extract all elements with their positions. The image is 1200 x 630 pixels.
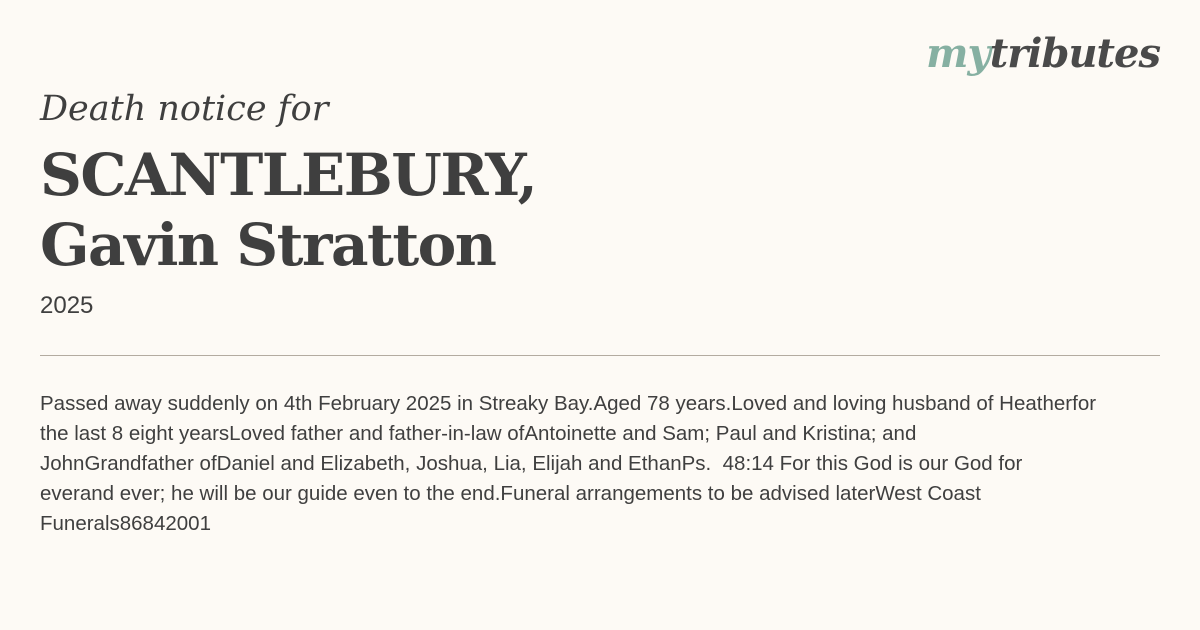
logo-part-tributes: tributes [989, 30, 1160, 77]
deceased-surname: SCANTLEBURY, [40, 141, 537, 209]
notice-body-text: Passed away suddenly on 4th February 2025 in Streaky Bay.Aged 78 years.Loved and loving husband of Heatherfor the last 8 eight yearsLoved father and father-in-law ofAntoinette and Sam; Paul and Kristina; and JohnGrandfather ofDaniel and Elizabeth, Joshua, Lia, Elijah and EthanPs. 48:14 For this God is our God for everand ever; he will be our guide even to the end.Funeral arrangements to be advised laterWest Coast Funerals86842001 [40, 392, 1097, 535]
notice-type-heading: Death notice for [40, 89, 329, 129]
notice-year: 2025 [40, 292, 94, 319]
divider [40, 355, 1160, 356]
logo-part-my: my [926, 30, 990, 77]
deceased-given-names: Gavin Stratton [40, 211, 496, 279]
deceased-name [40, 140, 536, 280]
mytributes-logo[interactable] [926, 30, 1160, 77]
